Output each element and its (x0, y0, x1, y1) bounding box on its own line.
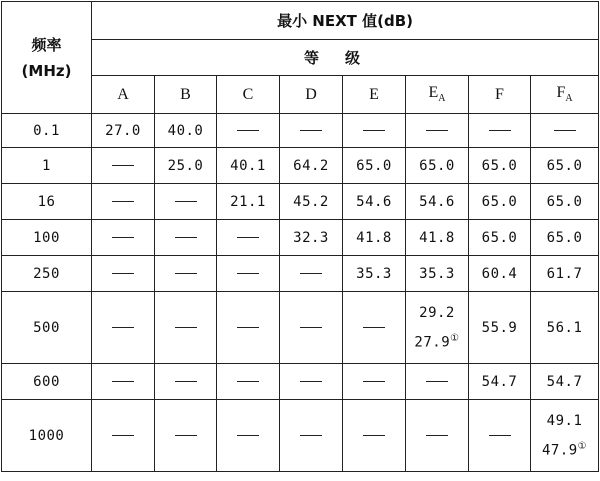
value-text: 45.2 (293, 193, 329, 210)
value-cell (531, 184, 599, 220)
value-cell (469, 292, 531, 364)
table-row (2, 292, 599, 364)
value-text: 55.9 (481, 319, 518, 336)
dash-mark (237, 130, 259, 131)
value-text: 61.7 (546, 265, 583, 282)
value-text: 54.7 (546, 373, 583, 390)
value-cell (469, 184, 531, 220)
dash-mark (300, 130, 322, 131)
frequency-cell: 250 (2, 256, 92, 292)
value-cell (217, 292, 280, 364)
class-label: A (117, 85, 129, 103)
dash-mark (300, 327, 322, 328)
value-cell (217, 220, 280, 256)
value-cell (406, 256, 469, 292)
value-cell (469, 256, 531, 292)
value-cell (155, 114, 217, 148)
dash-mark (112, 327, 134, 328)
value-text: 65.0 (481, 157, 518, 174)
value-text: 65.0 (546, 193, 583, 210)
frequency-cell: 1000 (2, 400, 92, 472)
value-cell (92, 256, 155, 292)
value-cell (531, 256, 599, 292)
class-subscript: A (565, 93, 573, 105)
dash-mark (363, 327, 385, 328)
class-header (469, 76, 531, 114)
value-cell (343, 220, 406, 256)
dash-mark (175, 237, 197, 238)
table-title: 最小 NEXT 值(dB) (92, 2, 599, 40)
value-text: 65.0 (546, 157, 583, 174)
value-cell (280, 292, 343, 364)
value-cell (155, 184, 217, 220)
dash-mark (554, 130, 576, 131)
value-cell (92, 400, 155, 472)
value-text: 40.0 (167, 122, 204, 139)
value-cell (92, 184, 155, 220)
value-cell (531, 292, 599, 364)
frequency-cell: 0.1 (2, 114, 92, 148)
value-cell (469, 148, 531, 184)
class-header (280, 76, 343, 114)
value-cell (469, 364, 531, 400)
frequency-cell: 16 (2, 184, 92, 220)
value-cell (406, 114, 469, 148)
frequency-cell: 500 (2, 292, 92, 364)
value-text: 65.0 (546, 229, 583, 246)
value-text: 41.8 (419, 229, 455, 246)
value-cell (217, 114, 280, 148)
class-label: F (495, 85, 504, 103)
value-cell (280, 114, 343, 148)
value-cell (155, 220, 217, 256)
value-text: 54.6 (419, 193, 455, 210)
dash-mark (175, 201, 197, 202)
value-cell (343, 148, 406, 184)
value-cell (531, 400, 599, 472)
value-text: 54.7 (481, 373, 518, 390)
value-cell (406, 400, 469, 472)
value-text: 49.1 (546, 412, 583, 429)
dash-mark (237, 381, 259, 382)
dash-mark (300, 435, 322, 436)
value-cell (155, 364, 217, 400)
dash-mark (112, 435, 134, 436)
class-header (531, 76, 599, 114)
value-cell (155, 292, 217, 364)
frequency-cell: 600 (2, 364, 92, 400)
value-cell (531, 114, 599, 148)
value-text: 41.8 (356, 229, 392, 246)
table-row (2, 256, 599, 292)
dash-mark (237, 273, 259, 274)
value-cell (155, 148, 217, 184)
frequency-cell: 1 (2, 148, 92, 184)
value-cell (469, 220, 531, 256)
value-cell (343, 114, 406, 148)
dash-mark (237, 327, 259, 328)
dash-mark (175, 273, 197, 274)
value-cell (92, 148, 155, 184)
table-row (2, 184, 599, 220)
value-cell (280, 400, 343, 472)
value-text: 47.9① (541, 440, 588, 459)
value-text: 35.3 (419, 265, 455, 282)
value-text: 25.0 (167, 157, 204, 174)
value-cell (217, 184, 280, 220)
value-text: 32.3 (293, 229, 329, 246)
value-text: 29.2 (419, 304, 455, 321)
value-text: 64.2 (293, 157, 329, 174)
value-cell (217, 400, 280, 472)
dash-mark (363, 381, 385, 382)
value-text: 65.0 (481, 193, 518, 210)
dash-mark (175, 381, 197, 382)
dash-mark (426, 381, 448, 382)
value-cell (469, 400, 531, 472)
value-cell (406, 148, 469, 184)
class-label: F (556, 84, 566, 102)
dash-mark (112, 381, 134, 382)
value-cell (217, 364, 280, 400)
value-cell (280, 364, 343, 400)
value-cell (280, 148, 343, 184)
class-label: C (242, 85, 254, 103)
dash-mark (112, 273, 134, 274)
value-cell (531, 220, 599, 256)
value-text: 27.9① (414, 332, 460, 351)
next-value-table (1, 1, 599, 472)
class-header (406, 76, 469, 114)
frequency-cell: 100 (2, 220, 92, 256)
value-cell (531, 364, 599, 400)
value-cell (92, 292, 155, 364)
value-text: 35.3 (356, 265, 392, 282)
dash-mark (300, 273, 322, 274)
value-text: 21.1 (230, 193, 266, 210)
class-label: E (428, 84, 439, 102)
value-cell (92, 114, 155, 148)
class-header (217, 76, 280, 114)
dash-mark (489, 130, 511, 131)
value-cell (92, 220, 155, 256)
grade-header: 等级 (92, 40, 599, 76)
dash-mark (489, 435, 511, 436)
value-cell (343, 292, 406, 364)
value-text: 65.0 (356, 157, 392, 174)
class-label: D (305, 85, 317, 103)
value-cell (280, 184, 343, 220)
dash-mark (175, 435, 197, 436)
table-row (2, 364, 599, 400)
value-text: 65.0 (419, 157, 455, 174)
value-cell (155, 256, 217, 292)
table-row (2, 400, 599, 472)
dash-mark (112, 237, 134, 238)
frequency-label: 频率 (31, 35, 62, 54)
value-cell (406, 184, 469, 220)
frequency-header (2, 2, 92, 114)
class-subscript: A (438, 93, 446, 105)
dash-mark (112, 165, 134, 166)
class-header (92, 76, 155, 114)
dash-mark (426, 435, 448, 436)
value-cell (217, 256, 280, 292)
dash-mark (300, 381, 322, 382)
dash-mark (363, 435, 385, 436)
value-text: 56.1 (546, 319, 583, 336)
dash-mark (112, 201, 134, 202)
value-cell (343, 256, 406, 292)
value-cell (155, 400, 217, 472)
value-text: 27.0 (105, 122, 141, 139)
class-label: E (369, 85, 379, 103)
value-text: 65.0 (481, 229, 518, 246)
table-row (2, 114, 599, 148)
table-row (2, 220, 599, 256)
class-header (343, 76, 406, 114)
value-cell (343, 364, 406, 400)
value-text: 54.6 (356, 193, 392, 210)
value-cell (280, 220, 343, 256)
table-row (2, 148, 599, 184)
value-cell (531, 148, 599, 184)
class-label: B (180, 85, 191, 103)
value-cell (469, 114, 531, 148)
dash-mark (363, 130, 385, 131)
dash-mark (175, 327, 197, 328)
frequency-unit: (MHz) (21, 61, 72, 80)
value-cell (406, 364, 469, 400)
value-cell (280, 256, 343, 292)
value-cell (343, 400, 406, 472)
value-cell (406, 220, 469, 256)
dash-mark (237, 237, 259, 238)
value-text: 40.1 (230, 157, 266, 174)
dash-mark (237, 435, 259, 436)
value-cell (92, 364, 155, 400)
class-header (155, 76, 217, 114)
value-cell (406, 292, 469, 364)
value-cell (343, 184, 406, 220)
dash-mark (426, 130, 448, 131)
value-text: 60.4 (481, 265, 518, 282)
value-cell (217, 148, 280, 184)
